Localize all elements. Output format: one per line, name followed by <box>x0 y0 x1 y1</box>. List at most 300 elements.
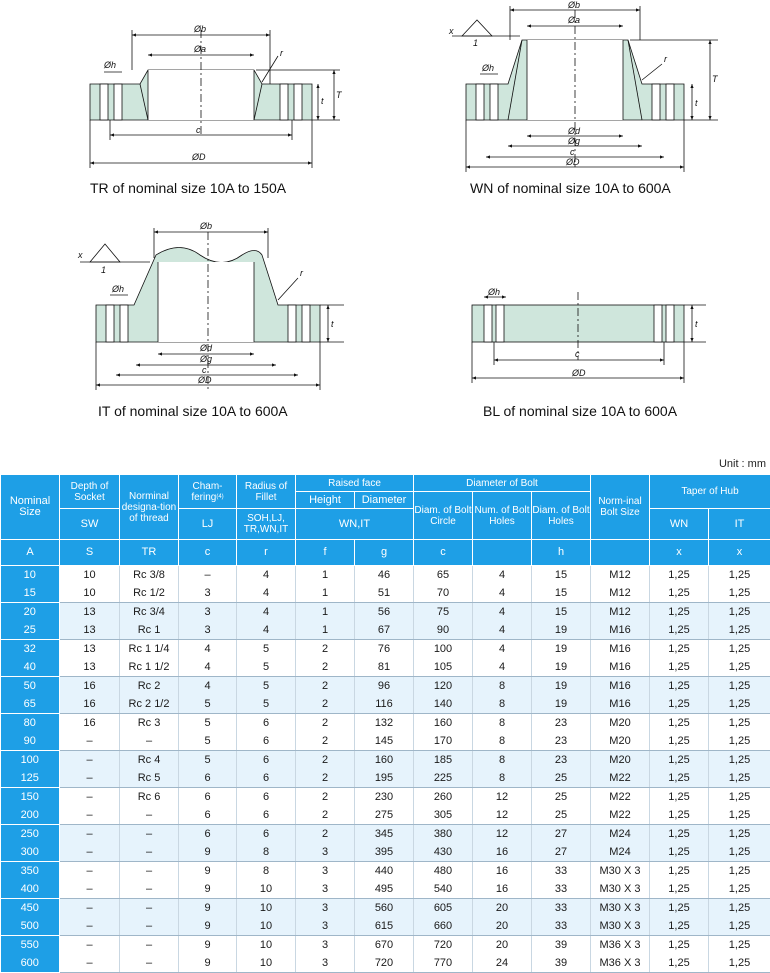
table-cell: 9 <box>179 862 237 881</box>
th-depth-socket: Depth of Socket <box>60 475 120 509</box>
table-cell: 5 <box>237 658 296 677</box>
th-radius-fillet: Radius of Fillet <box>237 475 296 509</box>
table-cell: 1,25 <box>650 769 709 788</box>
table-cell: Rc 1 1/2 <box>120 658 179 677</box>
table-cell: 8 <box>237 843 296 862</box>
table-cell: 81 <box>355 658 414 677</box>
wn-dim-D: ØD <box>565 157 580 167</box>
table-cell: M16 <box>591 640 650 659</box>
table-row <box>1 714 770 733</box>
tr-dim-t: t <box>321 96 324 106</box>
table-cell: 140 <box>414 695 473 714</box>
table-cell: 6 <box>237 751 296 770</box>
table-cell: 16 <box>473 880 532 899</box>
table-cell: 8 <box>237 862 296 881</box>
table-cell: M30 X 3 <box>591 899 650 918</box>
table-cell: 1,25 <box>709 677 770 696</box>
table-cell: 132 <box>355 714 414 733</box>
table-cell: 1,25 <box>650 566 709 585</box>
table-cell: 1,25 <box>709 751 770 770</box>
table-cell: 4 <box>473 584 532 603</box>
table-cell: M24 <box>591 825 650 844</box>
table-cell: 250 <box>1 825 60 844</box>
wn-dim-d: Ød <box>567 126 581 136</box>
table-cell: 5 <box>179 714 237 733</box>
table-cell: 2 <box>296 788 355 807</box>
table-cell: – <box>120 899 179 918</box>
table-cell: – <box>60 751 120 770</box>
wn-dim-g: Øg <box>567 136 580 146</box>
table-cell: M22 <box>591 788 650 807</box>
table-row <box>1 603 770 622</box>
table-cell: 3 <box>296 880 355 899</box>
table-cell: 16 <box>60 695 120 714</box>
wn-dim-b: Øb <box>567 0 580 10</box>
table-row <box>1 788 770 807</box>
table-cell: M16 <box>591 658 650 677</box>
tr-dim-h: Øh <box>103 60 116 70</box>
th-sym: f <box>296 540 355 566</box>
th-sym: c <box>414 540 473 566</box>
table-cell: 3 <box>179 584 237 603</box>
wn-dim-c: c <box>570 147 575 157</box>
table-cell: 8 <box>473 714 532 733</box>
table-cell: 16 <box>60 714 120 733</box>
table-cell: 19 <box>532 695 591 714</box>
table-row <box>1 954 770 973</box>
table-cell: 75 <box>414 603 473 622</box>
table-cell: 1,25 <box>709 899 770 918</box>
table-cell: 76 <box>355 640 414 659</box>
table-cell: M24 <box>591 843 650 862</box>
table-cell: 10 <box>237 954 296 973</box>
wn-dim-T: T <box>712 74 719 84</box>
table-row <box>1 677 770 696</box>
wn-dim-a: Øa <box>567 15 580 25</box>
table-cell: 32 <box>1 640 60 659</box>
table-cell: 1,25 <box>709 825 770 844</box>
table-cell: – <box>60 732 120 751</box>
table-cell: 2 <box>296 806 355 825</box>
table-cell: 3 <box>179 603 237 622</box>
table-row <box>1 862 770 881</box>
table-row <box>1 880 770 899</box>
table-cell: 6 <box>179 825 237 844</box>
th-chamfering-note: (4) <box>216 494 223 500</box>
table-cell: 105 <box>414 658 473 677</box>
table-cell: 90 <box>1 732 60 751</box>
table-cell: 1,25 <box>650 843 709 862</box>
table-cell: 3 <box>296 936 355 955</box>
table-cell: M16 <box>591 621 650 640</box>
table-cell: 3 <box>296 954 355 973</box>
th-sym: S <box>60 540 120 566</box>
table-cell: M22 <box>591 806 650 825</box>
wn-dim-one: 1 <box>473 38 478 48</box>
table-cell: 1,25 <box>709 695 770 714</box>
table-cell: 1,25 <box>650 751 709 770</box>
table-cell: 1,25 <box>650 603 709 622</box>
table-cell: 550 <box>1 936 60 955</box>
table-cell: 3 <box>296 843 355 862</box>
table-cell: 160 <box>414 714 473 733</box>
table-cell: M12 <box>591 603 650 622</box>
table-cell: 720 <box>355 954 414 973</box>
table-cell: 400 <box>1 880 60 899</box>
table-cell: 23 <box>532 751 591 770</box>
th-chamfering-label: Cham-fering <box>191 481 222 503</box>
table-cell: – <box>60 954 120 973</box>
table-cell: 100 <box>414 640 473 659</box>
table-cell: 10 <box>237 880 296 899</box>
table-cell: 440 <box>355 862 414 881</box>
table-cell: 1,25 <box>709 917 770 936</box>
table-cell: Rc 1 1/4 <box>120 640 179 659</box>
table-cell: 15 <box>532 584 591 603</box>
table-cell: 5 <box>237 695 296 714</box>
table-cell: 50 <box>1 677 60 696</box>
table-cell: Rc 3/4 <box>120 603 179 622</box>
table-cell: 1,25 <box>709 658 770 677</box>
table-cell: – <box>120 936 179 955</box>
it-dim-D: ØD <box>197 375 212 385</box>
table-cell: – <box>60 899 120 918</box>
th-lj: LJ <box>179 509 237 540</box>
th-nominal-designation: Norminal designa-tion of thread <box>120 475 179 540</box>
table-cell: 10 <box>237 936 296 955</box>
caption-bl: BL of nominal size 10A to 600A <box>483 403 677 419</box>
table-cell: – <box>60 806 120 825</box>
table-cell: 13 <box>60 603 120 622</box>
table-cell: 16 <box>473 843 532 862</box>
table-cell: 65 <box>414 566 473 585</box>
flange-spec-table <box>0 474 770 973</box>
table-cell: 24 <box>473 954 532 973</box>
table-cell: – <box>60 936 120 955</box>
th-chamfering <box>179 475 237 509</box>
table-cell: 1,25 <box>650 806 709 825</box>
table-cell: 20 <box>473 936 532 955</box>
caption-it: IT of nominal size 10A to 600A <box>98 403 288 419</box>
table-cell: 9 <box>179 917 237 936</box>
table-cell: 600 <box>1 954 60 973</box>
table-cell: 4 <box>473 566 532 585</box>
table-cell: 275 <box>355 806 414 825</box>
table-cell: 615 <box>355 917 414 936</box>
table-cell: Rc 3/8 <box>120 566 179 585</box>
table-cell: 6 <box>237 732 296 751</box>
table-row <box>1 843 770 862</box>
it-dim-x: x <box>77 250 83 260</box>
table-cell: 495 <box>355 880 414 899</box>
th-num-bolt-holes: Num. of Bolt Holes <box>473 492 532 540</box>
table-cell: 540 <box>414 880 473 899</box>
table-cell: 1,25 <box>709 769 770 788</box>
table-cell: 4 <box>237 566 296 585</box>
table-row <box>1 899 770 918</box>
table-cell: Rc 2 <box>120 677 179 696</box>
table-cell: 25 <box>532 769 591 788</box>
table-cell: 3 <box>296 917 355 936</box>
table-cell: Rc 2 1/2 <box>120 695 179 714</box>
table-cell: 27 <box>532 843 591 862</box>
table-cell: 480 <box>414 862 473 881</box>
th-it: IT <box>709 509 770 540</box>
table-cell: 300 <box>1 843 60 862</box>
table-cell: 6 <box>237 788 296 807</box>
th-sym: TR <box>120 540 179 566</box>
table-cell: 5 <box>179 732 237 751</box>
table-cell: 13 <box>60 621 120 640</box>
th-sym: r <box>237 540 296 566</box>
table-cell: 67 <box>355 621 414 640</box>
table-cell: 20 <box>473 899 532 918</box>
table-row <box>1 566 770 585</box>
table-cell: 12 <box>473 806 532 825</box>
table-cell: 25 <box>532 806 591 825</box>
table-cell: 1,25 <box>650 640 709 659</box>
table-cell: – <box>60 825 120 844</box>
table-cell: 1,25 <box>650 954 709 973</box>
th-soh: SOH,LJ, TR,WN,IT <box>237 509 296 540</box>
table-cell: 5 <box>237 640 296 659</box>
table-cell: Rc 3 <box>120 714 179 733</box>
bl-dim-t: t <box>695 319 698 329</box>
table-cell: 27 <box>532 825 591 844</box>
th-wn: WN <box>650 509 709 540</box>
table-cell: 2 <box>296 825 355 844</box>
table-cell: 1,25 <box>650 695 709 714</box>
table-cell: 1 <box>296 566 355 585</box>
caption-tr: TR of nominal size 10A to 150A <box>90 180 286 196</box>
table-row <box>1 769 770 788</box>
table-row <box>1 751 770 770</box>
flange-drawings <box>0 0 770 455</box>
table-cell: 80 <box>1 714 60 733</box>
table-cell: 200 <box>1 806 60 825</box>
table-cell: 33 <box>532 880 591 899</box>
table-cell: 5 <box>179 751 237 770</box>
table-cell: 500 <box>1 917 60 936</box>
th-sym <box>473 540 532 566</box>
table-row <box>1 806 770 825</box>
table-cell: 9 <box>179 936 237 955</box>
table-cell: 33 <box>532 917 591 936</box>
table-cell: 4 <box>473 603 532 622</box>
table-cell: M16 <box>591 677 650 696</box>
table-cell: 670 <box>355 936 414 955</box>
table-cell: 56 <box>355 603 414 622</box>
table-cell: 3 <box>179 621 237 640</box>
table-cell: 1,25 <box>709 621 770 640</box>
table-cell: 4 <box>473 640 532 659</box>
table-cell: 5 <box>179 695 237 714</box>
table-cell: M20 <box>591 714 650 733</box>
table-cell: 4 <box>179 677 237 696</box>
table-cell: 46 <box>355 566 414 585</box>
th-sym: A <box>1 540 60 566</box>
table-cell: M36 X 3 <box>591 936 650 955</box>
table-cell: 100 <box>1 751 60 770</box>
table-cell: 5 <box>237 677 296 696</box>
wn-dim-h: Øh <box>481 63 494 73</box>
table-cell: 116 <box>355 695 414 714</box>
unit-label: Unit : mm <box>719 458 766 470</box>
tr-dim-D: ØD <box>191 152 206 162</box>
table-cell: 51 <box>355 584 414 603</box>
table-cell: 2 <box>296 714 355 733</box>
table-cell: 305 <box>414 806 473 825</box>
table-cell: 345 <box>355 825 414 844</box>
table-cell: – <box>120 862 179 881</box>
it-dim-b: Øb <box>199 221 212 231</box>
wn-dim-t: t <box>695 98 698 108</box>
wn-flange-drawing <box>452 6 718 172</box>
table-cell: – <box>120 843 179 862</box>
table-cell: 2 <box>296 640 355 659</box>
table-cell: 1,25 <box>650 936 709 955</box>
table-cell: 1,25 <box>709 788 770 807</box>
table-cell: 40 <box>1 658 60 677</box>
table-cell: 1,25 <box>709 584 770 603</box>
table-cell: 170 <box>414 732 473 751</box>
table-cell: 1,25 <box>650 584 709 603</box>
table-cell: 4 <box>237 621 296 640</box>
wn-dim-x: x <box>448 26 454 36</box>
table-row <box>1 936 770 955</box>
table-cell: 2 <box>296 658 355 677</box>
tr-dim-r: r <box>280 48 284 58</box>
table-cell: M12 <box>591 584 650 603</box>
table-cell: 10 <box>237 917 296 936</box>
table-cell: 4 <box>473 658 532 677</box>
th-sym: h <box>532 540 591 566</box>
table-cell: 65 <box>1 695 60 714</box>
table-cell: 1,25 <box>650 714 709 733</box>
table-cell: M36 X 3 <box>591 954 650 973</box>
it-dim-d: Ød <box>199 343 213 353</box>
table-cell: 8 <box>473 677 532 696</box>
th-nominal-size: Nominal Size <box>1 475 60 540</box>
table-cell: – <box>120 954 179 973</box>
table-cell: 6 <box>237 806 296 825</box>
table-cell: 1,25 <box>650 880 709 899</box>
th-diameter: Diameter <box>355 492 414 509</box>
table-cell: – <box>120 825 179 844</box>
th-sym <box>591 540 650 566</box>
table-cell: M30 X 3 <box>591 862 650 881</box>
caption-wn: WN of nominal size 10A to 600A <box>470 180 671 196</box>
table-cell: 9 <box>179 954 237 973</box>
table-cell: 450 <box>1 899 60 918</box>
table-cell: 19 <box>532 677 591 696</box>
table-cell: 1,25 <box>650 732 709 751</box>
table-cell: 230 <box>355 788 414 807</box>
table-cell: 3 <box>296 899 355 918</box>
table-cell: 9 <box>179 880 237 899</box>
table-row <box>1 658 770 677</box>
table-cell: Rc 4 <box>120 751 179 770</box>
table-cell: 10 <box>60 584 120 603</box>
table-cell: 1,25 <box>709 566 770 585</box>
table-cell: Rc 6 <box>120 788 179 807</box>
table-row <box>1 621 770 640</box>
table-cell: 1,25 <box>650 677 709 696</box>
table-cell: 23 <box>532 732 591 751</box>
th-sym: x <box>650 540 709 566</box>
table-cell: 1,25 <box>650 658 709 677</box>
table-cell: 1,25 <box>650 862 709 881</box>
it-dim-one: 1 <box>101 265 106 275</box>
table-cell: 16 <box>473 862 532 881</box>
table-cell: 395 <box>355 843 414 862</box>
tr-dim-c: c <box>196 125 201 135</box>
tr-dim-a: Øa <box>193 44 206 54</box>
table-cell: 1,25 <box>650 917 709 936</box>
th-diam-bolt-holes: Diam. of Bolt Holes <box>532 492 591 540</box>
table-cell: 6 <box>179 788 237 807</box>
table-cell: 15 <box>532 566 591 585</box>
table-cell: 605 <box>414 899 473 918</box>
table-cell: 145 <box>355 732 414 751</box>
table-cell: 20 <box>473 917 532 936</box>
table-cell: 660 <box>414 917 473 936</box>
table-cell: M30 X 3 <box>591 880 650 899</box>
table-cell: 96 <box>355 677 414 696</box>
th-wn-it: WN,IT <box>296 509 414 540</box>
table-cell: 1,25 <box>709 954 770 973</box>
table-cell: 2 <box>296 677 355 696</box>
table-cell: 770 <box>414 954 473 973</box>
table-cell: 39 <box>532 936 591 955</box>
table-cell: 185 <box>414 751 473 770</box>
table-cell: 25 <box>1 621 60 640</box>
table-cell: 33 <box>532 899 591 918</box>
table-cell: M22 <box>591 769 650 788</box>
table-cell: 1,25 <box>709 603 770 622</box>
table-cell: 2 <box>296 751 355 770</box>
table-cell: M16 <box>591 695 650 714</box>
th-raised-face: Raised face <box>296 475 414 492</box>
table-cell: 225 <box>414 769 473 788</box>
table-cell: 2 <box>296 732 355 751</box>
table-cell: 8 <box>473 751 532 770</box>
th-sym: x <box>709 540 770 566</box>
table-cell: 8 <box>473 769 532 788</box>
table-row <box>1 640 770 659</box>
table-cell: 16 <box>60 677 120 696</box>
it-dim-t: t <box>331 319 334 329</box>
table-cell: Rc 5 <box>120 769 179 788</box>
table-cell: 350 <box>1 862 60 881</box>
table-cell: 1 <box>296 621 355 640</box>
th-sw: SW <box>60 509 120 540</box>
table-cell: 12 <box>473 788 532 807</box>
table-cell: 1,25 <box>709 732 770 751</box>
table-cell: M20 <box>591 732 650 751</box>
table-cell: 10 <box>237 899 296 918</box>
th-sym: c <box>179 540 237 566</box>
tr-dim-b: Øb <box>193 24 206 34</box>
table-cell: 10 <box>1 566 60 585</box>
table-cell: – <box>120 917 179 936</box>
it-dim-g: Øg <box>199 354 212 364</box>
table-cell: 120 <box>414 677 473 696</box>
wn-dim-r: r <box>664 54 668 64</box>
table-cell: – <box>60 917 120 936</box>
table-cell: 13 <box>60 640 120 659</box>
it-dim-r: r <box>300 268 304 278</box>
